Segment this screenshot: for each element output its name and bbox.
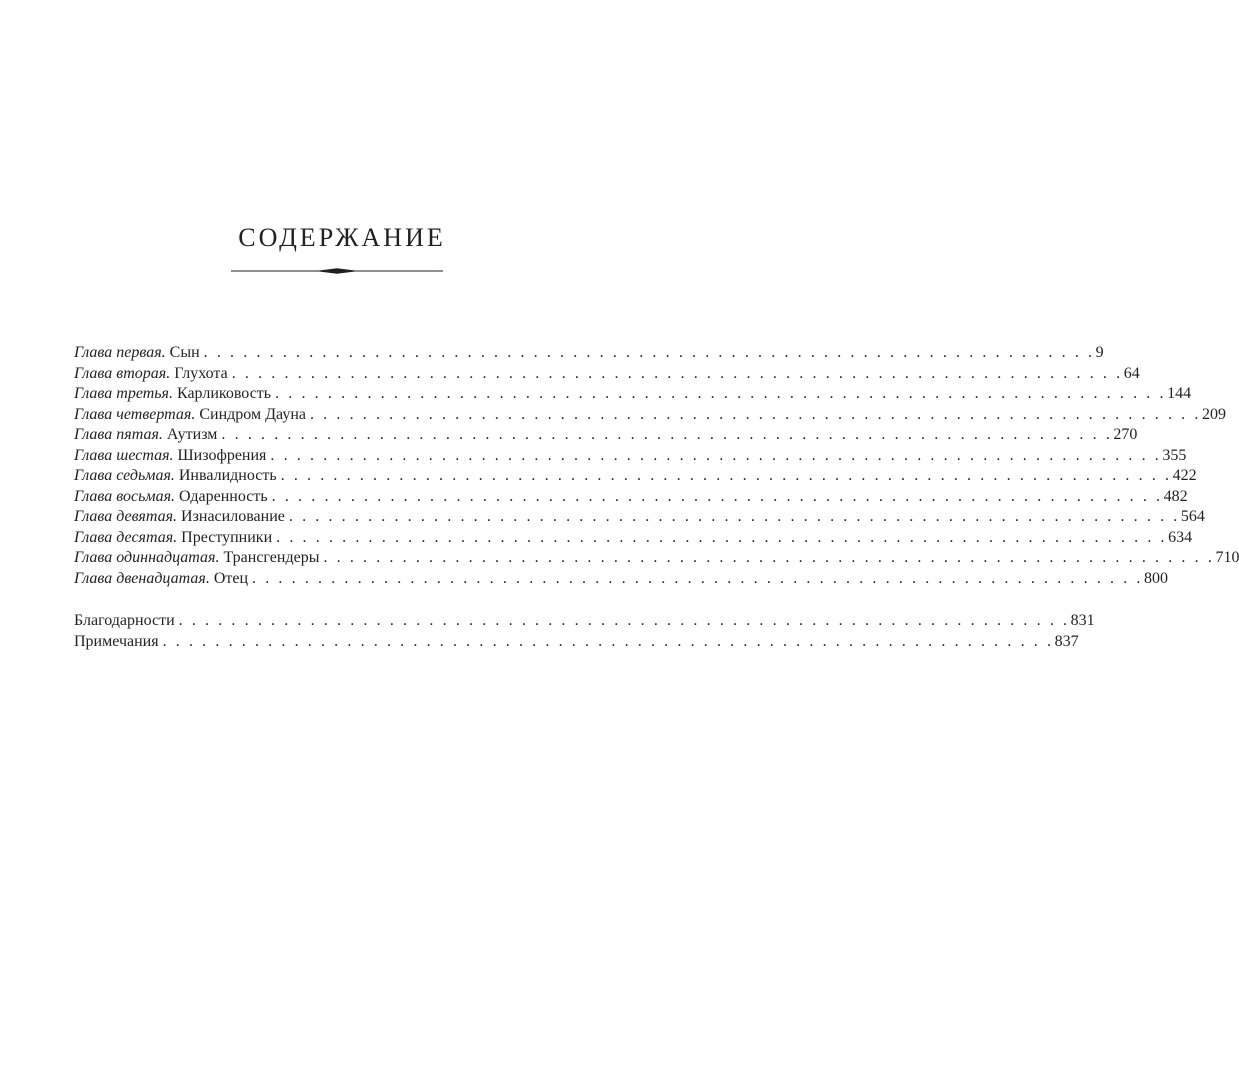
toc-entry-chapter-3[interactable] xyxy=(74,384,1192,405)
page-number: 64 xyxy=(1123,364,1140,382)
dot-leader: . . . . . . . . . . . . . . . . . . . . . . . . . . . . . . . . . . . . . . . . . . . . . . . . . . . . . . . . . . . . . . . . . . . . xyxy=(162,632,1054,650)
chapter-label: Глава первая. xyxy=(74,344,166,361)
toc-entry-notes[interactable] xyxy=(74,632,1079,653)
chapter-title: Карликовость xyxy=(176,385,272,402)
ornamental-divider xyxy=(231,266,443,276)
chapter-label: Глава десятая. xyxy=(74,528,178,546)
contents-heading-text: СОДЕРЖАНИЕ xyxy=(238,223,446,252)
page-number: 800 xyxy=(1144,569,1169,587)
chapter-title: Одаренность xyxy=(179,487,268,505)
section-spacer xyxy=(74,589,599,611)
dot-leader: . . . . . . . . . . . . . . . . . . . . . . . . . . . . . . . . . . . . . . . . . . . . . . . . . . . . . . . . . . . . . . . . . . . . xyxy=(271,487,1163,505)
toc-entry-chapter-10[interactable] xyxy=(74,528,1193,549)
page-number: 9 xyxy=(1095,344,1104,361)
toc-entry-chapter-2[interactable] xyxy=(74,364,1140,385)
chapter-label: Глава четвертая. xyxy=(74,405,196,423)
chapter-title: Изнасилование xyxy=(181,508,285,525)
chapter-title: Преступники xyxy=(181,528,273,546)
dot-leader: . . . . . . . . . . . . . . . . . . . . . . . . . . . . . . . . . . . . . . . . . . . . . . . . . . . . . . . . . . . . . . . . . . . . xyxy=(309,405,1201,423)
page-number: 270 xyxy=(1113,426,1138,443)
page-number: 710 xyxy=(1215,549,1239,566)
contents-heading xyxy=(0,223,684,253)
chapter-title: Глухота xyxy=(174,364,228,382)
toc-entry-chapter-6[interactable] xyxy=(74,446,1187,467)
dot-leader: . . . . . . . . . . . . . . . . . . . . . . . . . . . . . . . . . . . . . . . . . . . . . . . . . . . . . . . . . . . . . . . . . . . . xyxy=(276,528,1168,546)
chapter-label: Глава восьмая. xyxy=(74,487,176,505)
page-number: 837 xyxy=(1054,632,1079,650)
chapter-title: Сын xyxy=(169,344,200,361)
toc-entry-chapter-9[interactable] xyxy=(74,507,1205,528)
backmatter-title: Благодарности xyxy=(74,612,175,629)
chapter-label: Глава одиннадцатая. xyxy=(74,549,220,566)
dot-leader: . . . . . . . . . . . . . . . . . . . . . . . . . . . . . . . . . . . . . . . . . . . . . . . . . . . . . . . . . . . . . . . . . . . . xyxy=(288,508,1180,525)
chapter-label: Глава третья. xyxy=(74,385,173,402)
page-number: 144 xyxy=(1167,385,1192,402)
dot-leader: . . . . . . . . . . . . . . . . . . . . . . . . . . . . . . . . . . . . . . . . . . . . . . . . . . . . . . . . . . . . . . . . . . . . xyxy=(275,385,1167,402)
chapter-label: Глава пятая. xyxy=(74,426,163,443)
page-number: 564 xyxy=(1180,508,1205,525)
page-number: 831 xyxy=(1070,612,1095,629)
chapter-label: Глава девятая. xyxy=(74,508,178,525)
dot-leader: . . . . . . . . . . . . . . . . . . . . . . . . . . . . . . . . . . . . . . . . . . . . . . . . . . . . . . . . . . . . . . . . . . . . xyxy=(252,569,1144,587)
dot-leader: . . . . . . . . . . . . . . . . . . . . . . . . . . . . . . . . . . . . . . . . . . . . . . . . . . . . . . . . . . . . . . . . . . . . xyxy=(323,549,1215,566)
toc-entry-chapter-12[interactable] xyxy=(74,569,1169,590)
page-number: 355 xyxy=(1162,446,1187,464)
dot-leader: . . . . . . . . . . . . . . . . . . . . . . . . . . . . . . . . . . . . . . . . . . . . . . . . . . . . . . . . . . . . . . . . . . . . xyxy=(280,467,1172,484)
backmatter-title: Примечания xyxy=(74,632,159,650)
page-number: 422 xyxy=(1172,467,1197,484)
page-number: 482 xyxy=(1163,487,1188,505)
toc-entry-chapter-11[interactable] xyxy=(74,548,1239,569)
chapter-label: Глава шестая. xyxy=(74,446,174,464)
chapter-label: Глава седьмая. xyxy=(74,467,175,484)
dot-leader: . . . . . . . . . . . . . . . . . . . . . . . . . . . . . . . . . . . . . . . . . . . . . . . . . . . . . . . . . . . . . . . . . . . . xyxy=(178,612,1070,629)
dot-leader: . . . . . . . . . . . . . . . . . . . . . . . . . . . . . . . . . . . . . . . . . . . . . . . . . . . . . . . . . . . . . . . . . . . . xyxy=(270,446,1162,464)
toc-entry-chapter-8[interactable] xyxy=(74,487,1188,508)
toc-entry-chapter-4[interactable] xyxy=(74,405,1226,426)
chapter-title: Трансгендеры xyxy=(223,549,320,566)
chapter-label: Глава вторая. xyxy=(74,364,171,382)
chapter-title: Синдром Дауна xyxy=(199,405,306,423)
chapter-title: Инвалидность xyxy=(178,467,277,484)
toc-entry-acknowledgments[interactable] xyxy=(74,611,1095,632)
chapter-title: Аутизм xyxy=(166,426,218,443)
chapter-label: Глава двенадцатая. xyxy=(74,569,210,587)
dot-leader: . . . . . . . . . . . . . . . . . . . . . . . . . . . . . . . . . . . . . . . . . . . . . . . . . . . . . . . . . . . . . . . . . . . . xyxy=(221,426,1113,443)
chapter-title: Отец xyxy=(213,569,249,587)
toc-entry-chapter-7[interactable] xyxy=(74,466,1197,487)
page-number: 209 xyxy=(1201,405,1226,423)
toc-entry-chapter-5[interactable] xyxy=(74,425,1138,446)
dot-leader: . . . . . . . . . . . . . . . . . . . . . . . . . . . . . . . . . . . . . . . . . . . . . . . . . . . . . . . . . . . . . . . . . . . . xyxy=(203,344,1095,361)
page-number: 634 xyxy=(1168,528,1193,546)
chapter-title: Шизофрения xyxy=(177,446,267,464)
table-of-contents xyxy=(74,343,1239,652)
toc-entry-chapter-1[interactable] xyxy=(74,343,1104,364)
dot-leader: . . . . . . . . . . . . . . . . . . . . . . . . . . . . . . . . . . . . . . . . . . . . . . . . . . . . . . . . . . . . . . . . . . . . xyxy=(231,364,1123,382)
